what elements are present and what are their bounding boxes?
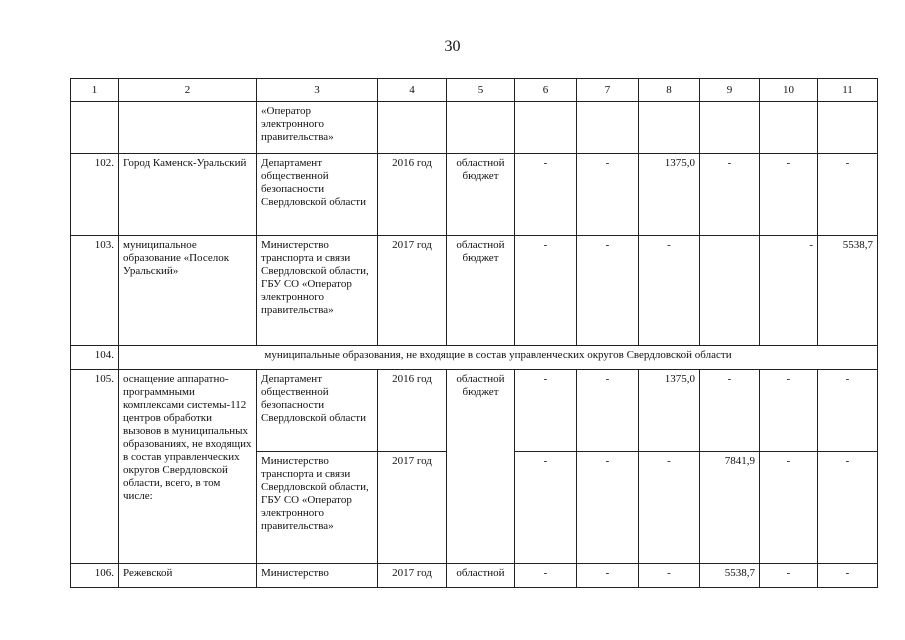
row-number: 104.	[71, 346, 119, 370]
cell-empty	[700, 102, 760, 154]
cell-value: -	[515, 564, 577, 588]
cell-value: -	[818, 564, 878, 588]
cell-value: -	[639, 564, 700, 588]
table-row	[71, 154, 878, 236]
section-row	[71, 346, 878, 370]
col-header: 4	[378, 79, 447, 102]
cell-value: -	[760, 154, 818, 236]
cell-year: 2016 год	[378, 154, 447, 236]
cell-empty	[378, 102, 447, 154]
cell-empty	[119, 102, 257, 154]
cell-value: -	[515, 236, 577, 346]
cell-value: 5538,7	[700, 564, 760, 588]
cell-value: -	[760, 564, 818, 588]
cell-value: -	[818, 370, 878, 452]
cell-executor: Министерство транспорта и связи Свердловской области, ГБУ СО «Оператор электронного правительства»	[257, 452, 378, 564]
col-header: 7	[577, 79, 639, 102]
cell-value: -	[818, 452, 878, 564]
cell-value: -	[760, 370, 818, 452]
row-number: 106.	[71, 564, 119, 588]
col-header: 1	[71, 79, 119, 102]
cell-value: 1375,0	[639, 370, 700, 452]
cell-name: Режевской	[119, 564, 257, 588]
cell-value: -	[577, 370, 639, 452]
cell-value: -	[639, 452, 700, 564]
cell-source: областной бюджет	[447, 370, 515, 564]
cell-year: 2017 год	[378, 564, 447, 588]
cell-empty	[639, 102, 700, 154]
cell-value: -	[700, 370, 760, 452]
table-row	[71, 370, 878, 452]
table-row	[71, 564, 878, 588]
section-title: муниципальные образования, не входящие в состав управленческих округов Свердловской области	[119, 346, 878, 370]
cell-value: -	[760, 452, 818, 564]
cell-value: -	[760, 236, 818, 346]
cell-executor: Департамент общественной безопасности Свердловской области	[257, 370, 378, 452]
col-header: 10	[760, 79, 818, 102]
cell-value: 5538,7	[818, 236, 878, 346]
cell-value: -	[639, 236, 700, 346]
cell-source: областной	[447, 564, 515, 588]
col-header: 8	[639, 79, 700, 102]
cell-executor: Министерство	[257, 564, 378, 588]
page-number: 30	[444, 38, 461, 55]
cell-value: 1375,0	[639, 154, 700, 236]
row-number: 105.	[71, 370, 119, 564]
cell-value: -	[515, 452, 577, 564]
table-row	[71, 102, 878, 154]
cell-source: областной бюджет	[447, 154, 515, 236]
cell-empty	[818, 102, 878, 154]
row-number: 102.	[71, 154, 119, 236]
cell-value: -	[818, 154, 878, 236]
cell-empty	[447, 102, 515, 154]
col-header: 6	[515, 79, 577, 102]
col-header: 3	[257, 79, 378, 102]
table-header-row	[71, 79, 878, 102]
cell-value: -	[577, 236, 639, 346]
program-table	[70, 78, 878, 588]
cell-value: -	[577, 154, 639, 236]
cell-value: -	[577, 564, 639, 588]
cell-value: -	[515, 370, 577, 452]
cell-executor: Министерство транспорта и связи Свердловской области, ГБУ СО «Оператор электронного правительства»	[257, 236, 378, 346]
col-header: 2	[119, 79, 257, 102]
table-row	[71, 236, 878, 346]
cell-value	[700, 236, 760, 346]
cell-empty	[577, 102, 639, 154]
cell-empty	[71, 102, 119, 154]
cell-value: 7841,9	[700, 452, 760, 564]
cell-name: оснащение аппаратно-программными комплексами системы-112 центров обработки вызовов в муниципальных образованиях, не входящих в состав управленческих округов Свердловской области, всего, в том числе:	[119, 370, 257, 564]
cell-year: 2017 год	[378, 236, 447, 346]
cell-value: -	[700, 154, 760, 236]
cell-value: -	[577, 452, 639, 564]
col-header: 5	[447, 79, 515, 102]
row-number: 103.	[71, 236, 119, 346]
cell-source: областной бюджет	[447, 236, 515, 346]
cell-year: 2017 год	[378, 452, 447, 564]
col-header: 11	[818, 79, 878, 102]
cell-empty	[760, 102, 818, 154]
cell-executor: Департамент общественной безопасности Свердловской области	[257, 154, 378, 236]
cell-name: муниципальное образование «Поселок Уральский»	[119, 236, 257, 346]
cell-name: Город Каменск-Уральский	[119, 154, 257, 236]
cell-empty	[515, 102, 577, 154]
cell-value: -	[515, 154, 577, 236]
cell-year: 2016 год	[378, 370, 447, 452]
cell-executor: «Оператор электронного правительства»	[257, 102, 378, 154]
col-header: 9	[700, 79, 760, 102]
